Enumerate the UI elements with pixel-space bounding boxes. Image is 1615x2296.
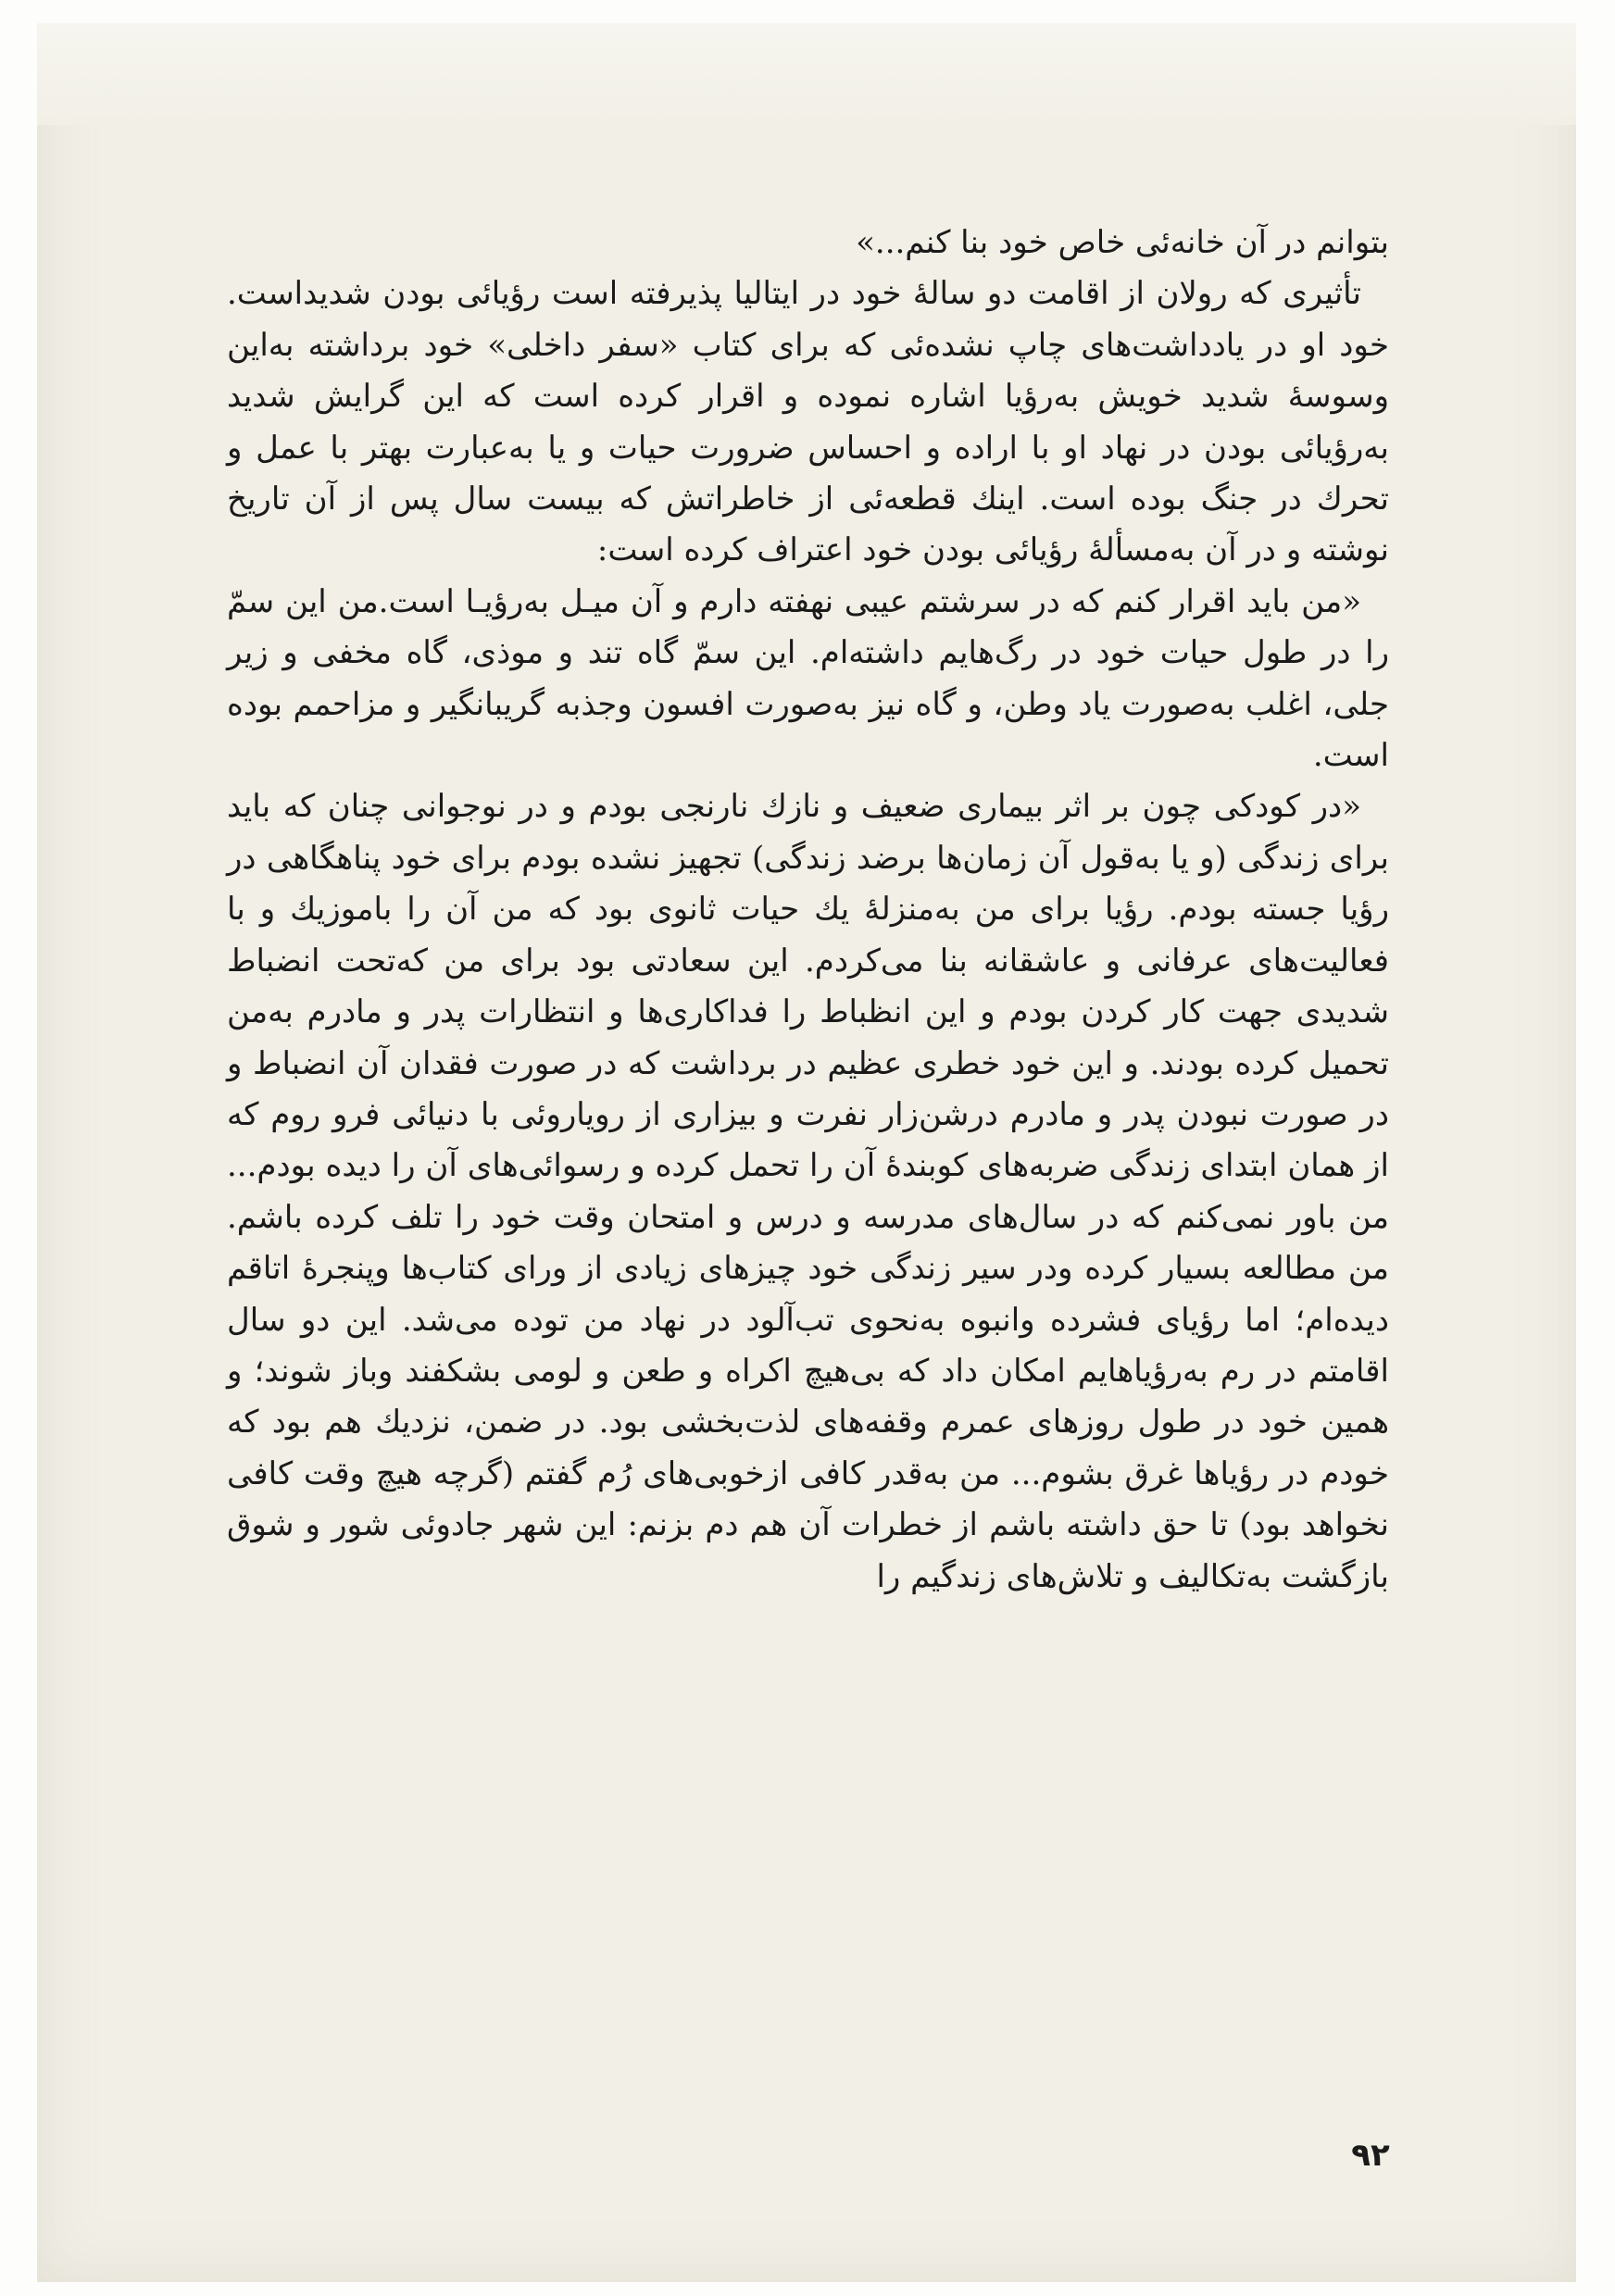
paper-fold [37, 23, 1576, 125]
body-text [227, 218, 1389, 1603]
paragraph-continuation: بتوانم در آن خانه‌ئی خاص خود بنا کنم...» [856, 224, 1389, 261]
paragraph-quote-dream-poison: «من باید اقرار کنم که در سرشتم عیبی نهفته دارم و آن میـل به‌رؤیـا است.من این سمّ را در طول حیات خود در رگ‌هایم داشته‌ام. این سمّ گاه تند و موذی، گاه مخفی و زیر جلی، اغلب به‌صورت یاد وطن، و گاه نیز به‌صورت افسون وجذبه گریبانگیر و مزاحمم بوده است. [227, 582, 1389, 775]
paragraph-quote-childhood: «در کودکی چون بر اثر بیماری ضعیف و نازك نارنجی بودم و در نوجوانی چنان که باید برای زندگی (و یا به‌قول آن زمان‌ها برضد زندگی) تجهیز نشده بودم برای خود پناهگاهی در رؤیا جسته بودم. رؤیا برای من به‌منزلۀ یك حیات ثانوی بود که من آن را باموزیك و با فعالیت‌های عرفانی و عاشقانه بنا می‌کردم. این سعادتی بود برای من که‌تحت انضباط شدیدی جهت کار کردن بودم و این انظباط را فداکاری‌ها و انتظارات پدر و مادرم به‌من تحمیل کرده بودند. و این خود خطری عظیم در برداشت که در صورت فقدان آن انضباط و در صورت نبودن پدر و مادرم درشن‌زار نفرت و بیزاری از رویاروئی با دنیائی فرو روم که از همان ابتدای زندگی ضربه‌های کوبندۀ آن را تحمل کرده و رسوائی‌های آن را دیده بودم... من باور نمی‌کنم که در سال‌های مدرسه و درس و امتحان وقت خود را تلف کرده باشم. من مطالعه بسیار کرده ودر سیر زندگی خود چیزهای زیادی از ورای کتاب‌ها وپنجرۀ اتاقم دیده‌ام؛ اما رؤیای فشرده وانبوه به‌نحوی تب‌آلود در نهاد من توده می‌شد. این دو سال اقامتم در رم به‌رؤیاهایم امکان داد که بی‌هیچ اکراه و طعن و لومی بشکفند وباز شوند؛ و همین خود در طول روزهای عمرم وقفه‌های لذت‌بخشی بود. در ضمن، نزدیك هم بود که خودم در رؤیاها غرق بشوم... من به‌قدر کافی ازخوبی‌های رُم گفتم (گرچه هیچ وقت کافی نخواهد بود) تا حق داشته باشم از خطرات آن هم دم بزنم: این شهر جادوئی شور و شوق بازگشت به‌تکالیف و تلاش‌های زندگیم را [227, 788, 1389, 1595]
page-number: ۹۲ [1351, 2137, 1390, 2174]
paragraph-rolland-italy: تأثیری که رولان از اقامت دو سالۀ خود در ایتالیا پذیرفته است رؤیائی بودن شدیداست. خود او در یادداشت‌های چاپ نشده‌ئی که برای کتاب «سفر داخلی» خود برداشته به‌این وسوسۀ شدید خویش به‌رؤیا اشاره نموده و اقرار کرده است که این گرایش شدید به‌رؤیائی بودن در نهاد او با اراده و احساس ضرورت حیات و یا به‌عبارت بهتر با عمل و تحرك در جنگ بوده است. اینك قطعه‌ئی از خاطراتش که بیست سال پس از آن تاریخ نوشته و در آن به‌مسألۀ رؤیائی بودن خود اعتراف کرده است: [227, 275, 1389, 569]
